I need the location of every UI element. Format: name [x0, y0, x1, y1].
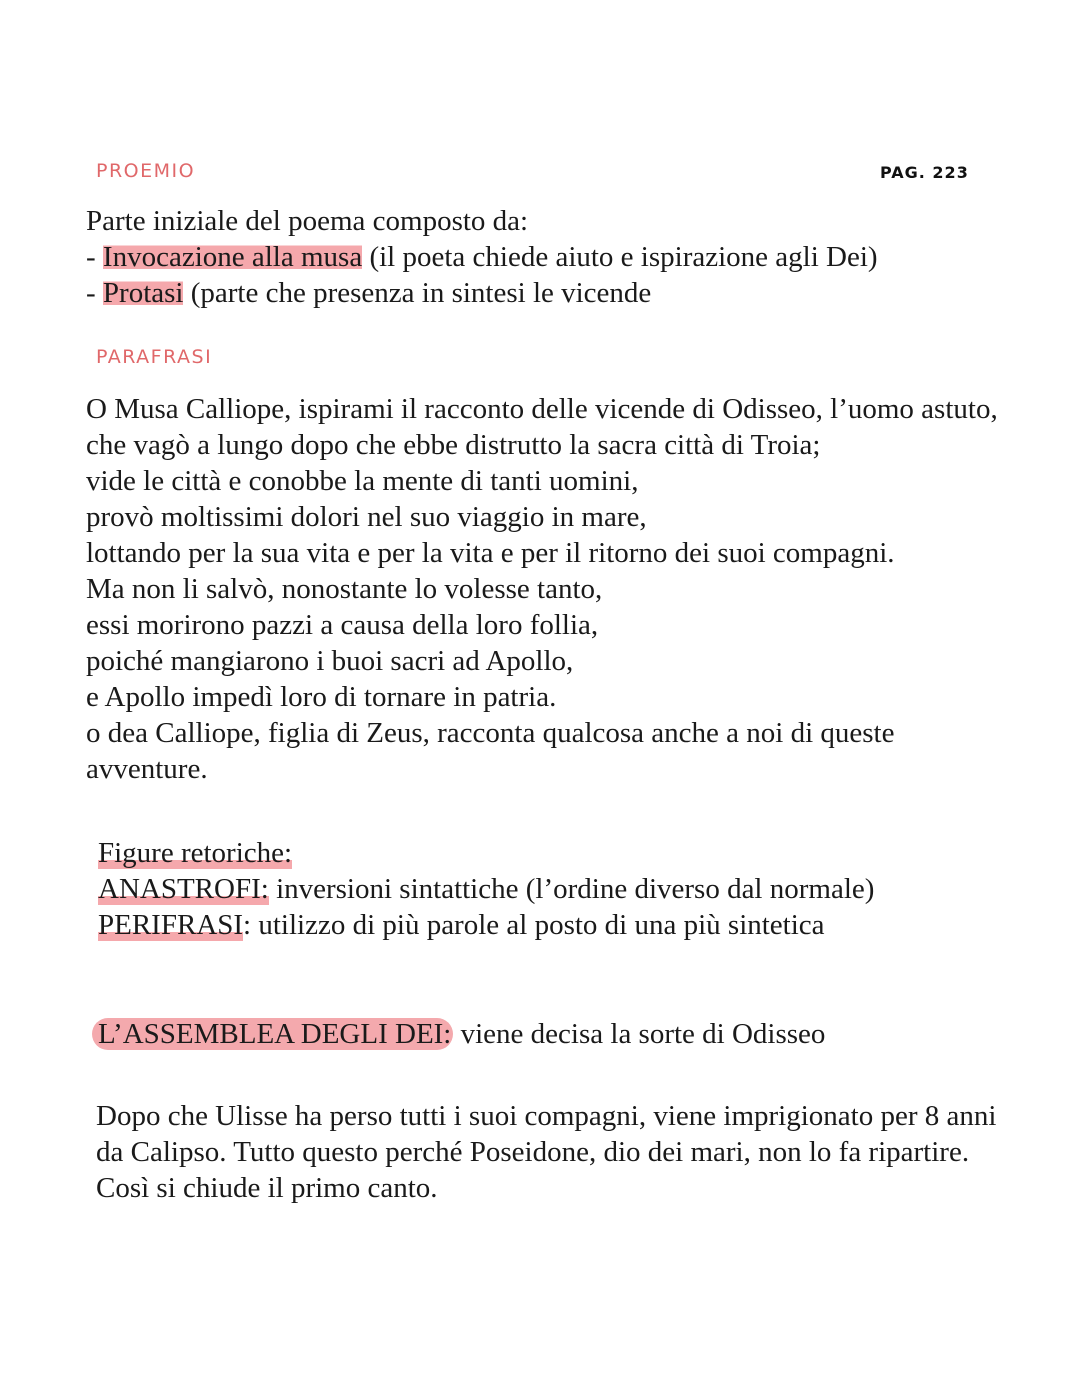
- parafrasi-line: vide le città e conobbe la mente di tanti uomini,: [86, 465, 639, 497]
- section-title-proemio: PROEMIO: [96, 160, 196, 182]
- figure-anastrofi: [98, 871, 874, 907]
- parafrasi-line: poiché mangiarono i buoi sacri ad Apollo,: [86, 645, 574, 677]
- figure-retoriche-block: [98, 835, 874, 943]
- parafrasi-line: essi morirono pazzi a causa della loro follia,: [86, 609, 599, 641]
- parafrasi-line: O Musa Calliope, ispirami il racconto delle vicende di Odisseo, l’uomo astuto,: [86, 393, 998, 425]
- highlight-invocazione: Invocazione alla musa: [102, 241, 363, 273]
- figure-title: [98, 835, 874, 871]
- highlight-perifrasi: PERIFRASI: [98, 909, 244, 941]
- proemio-item-protasi: [86, 275, 878, 311]
- section-title-parafrasi: PARAFRASI: [96, 346, 213, 368]
- parafrasi-line: e Apollo impedì loro di tornare in patria.: [86, 681, 557, 713]
- parafrasi-line: o dea Calliope, figlia di Zeus, racconta qualcosa anche a noi di queste: [86, 717, 895, 749]
- assemblea-line: da Calipso. Tutto questo perché Poseidone, dio dei mari, non lo fa ripartire.: [96, 1136, 970, 1168]
- assemblea-line: Dopo che Ulisse ha perso tutti i suoi compagni, viene imprigionato per 8 anni: [96, 1100, 997, 1132]
- item-description: (parte che presenza in sintesi le vicende: [183, 277, 652, 309]
- item-dash: -: [86, 277, 103, 309]
- assemblea-heading: [98, 1016, 825, 1052]
- item-description: (il poeta chiede aiuto e ispirazione agli Dei): [362, 241, 878, 273]
- assemblea-text: [96, 1098, 996, 1206]
- highlight-protasi: Protasi: [102, 277, 184, 309]
- parafrasi-line: provò moltissimi dolori nel suo viaggio in mare,: [86, 501, 647, 533]
- perifrasi-definition: : utilizzo di più parole al posto di una più sintetica: [243, 909, 825, 941]
- page-reference: PAG. 223: [880, 163, 969, 182]
- proemio-item-invocazione: [86, 239, 878, 275]
- item-dash: -: [86, 241, 103, 273]
- highlight-figure-title: Figure retoriche:: [98, 837, 293, 869]
- proemio-block: [86, 203, 878, 311]
- figure-perifrasi: [98, 907, 874, 943]
- anastrofi-definition: inversioni sintattiche (l’ordine diverso dal normale): [268, 873, 875, 905]
- highlight-anastrofi: ANASTROFI:: [98, 873, 269, 905]
- assemblea-subtitle: viene decisa la sorte di Odisseo: [453, 1018, 826, 1050]
- parafrasi-line: avventure.: [86, 753, 208, 785]
- highlight-assemblea: L’ASSEMBLEA DEGLI DEI:: [92, 1018, 453, 1050]
- parafrasi-line: lottando per la sua vita e per la vita e per il ritorno dei suoi compagni.: [86, 537, 895, 569]
- parafrasi-line: Ma non li salvò, nonostante lo volesse tanto,: [86, 573, 603, 605]
- proemio-intro: Parte iniziale del poema composto da:: [86, 205, 529, 237]
- parafrasi-line: che vagò a lungo dopo che ebbe distrutto la sacra città di Troia;: [86, 429, 821, 461]
- assemblea-line: Così si chiude il primo canto.: [96, 1172, 438, 1204]
- parafrasi-text: [86, 391, 998, 787]
